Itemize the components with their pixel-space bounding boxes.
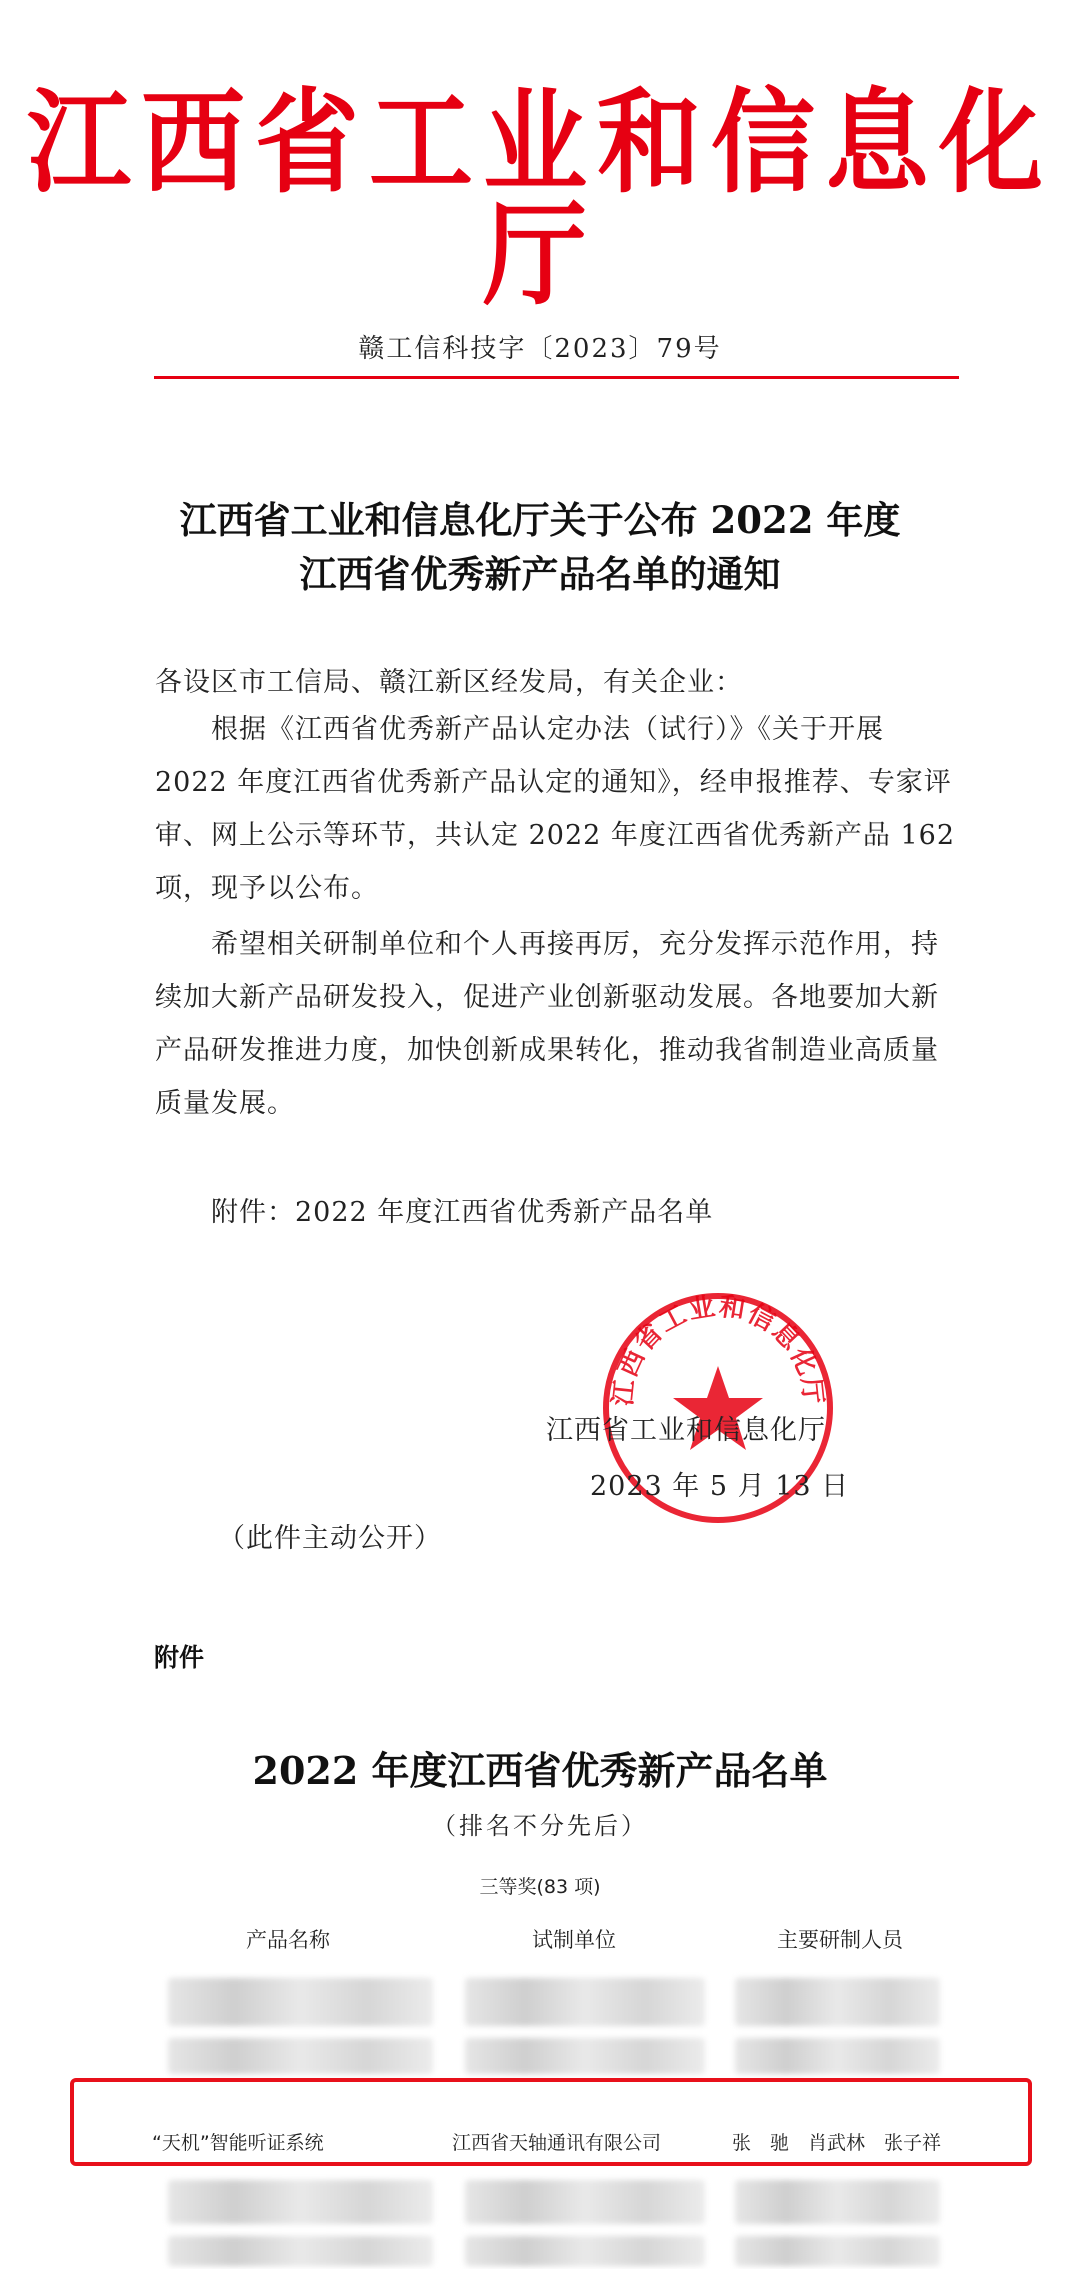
salutation: 各设区市工信局、赣江新区经发局，有关企业： <box>155 667 743 698</box>
redacted-cell <box>735 1978 940 2026</box>
column-header-company: 试制单位 <box>532 1928 616 1952</box>
highlighted-product: “天机”智能听证系统 <box>152 2132 324 2154</box>
column-header-product: 产品名称 <box>246 1928 330 1952</box>
column-header-people: 主要研制人员 <box>777 1928 903 1952</box>
agency-header: 江西省工业和信息化厅 <box>26 76 1053 322</box>
redacted-cell <box>465 2236 705 2266</box>
notice-title-line-1: 江西省工业和信息化厅关于公布 2022 年度 <box>179 498 901 542</box>
redacted-cell <box>168 2236 433 2266</box>
redacted-cell <box>168 2180 433 2224</box>
highlighted-people: 张 驰 肖武林 张子祥 <box>732 2132 942 2154</box>
redacted-cell <box>465 1978 705 2026</box>
redacted-cell <box>735 2236 940 2266</box>
body-paragraph-1: 根据《江西省优秀新产品认定办法（试行）》《关于开展 2022 年度江西省优秀新产品认定的通知》，经申报推荐、专家评审、网上公示等环节，共认定 2022 年度江西省优秀新产品 162 项，现予以公布。 <box>155 714 955 904</box>
notice-title-line-2: 江西省优秀新产品名单的通知 <box>299 552 781 596</box>
list-subtitle: （排名不分先后） <box>432 1812 648 1840</box>
publicity-note: （此件主动公开） <box>218 1523 442 1554</box>
award-level: 三等奖(83 项) <box>479 1876 601 1898</box>
signing-organization: 江西省工业和信息化厅 <box>546 1415 826 1446</box>
attachment-note: 附件：2022 年度江西省优秀新产品名单 <box>211 1197 714 1228</box>
redacted-cell <box>465 2180 705 2224</box>
redacted-cell <box>465 2038 705 2074</box>
document-number: 赣工信科技字〔2023〕79号 <box>358 334 722 364</box>
seal-text: 江西省工业和信息化厅 <box>608 1291 828 1408</box>
highlighted-company: 江西省天轴通讯有限公司 <box>452 2132 662 2154</box>
redacted-cell <box>735 2038 940 2074</box>
redacted-cell <box>168 1978 433 2026</box>
body-paragraph-2: 希望相关研制单位和个人再接再厉，充分发挥示范作用，持续加大新产品研发投入，促进产业创新驱动发展。各地要加大新产品研发推进力度，加快创新成果转化，推动我省制造业高质量质量发展。 <box>155 929 939 1119</box>
redacted-cell <box>168 2038 433 2074</box>
redacted-cell <box>735 2180 940 2224</box>
attachment-label: 附件 <box>154 1643 205 1672</box>
header-divider <box>154 376 959 379</box>
signing-date: 2023 年 5 月 13 日 <box>590 1471 850 1502</box>
list-title: 2022 年度江西省优秀新产品名单 <box>252 1748 828 1793</box>
